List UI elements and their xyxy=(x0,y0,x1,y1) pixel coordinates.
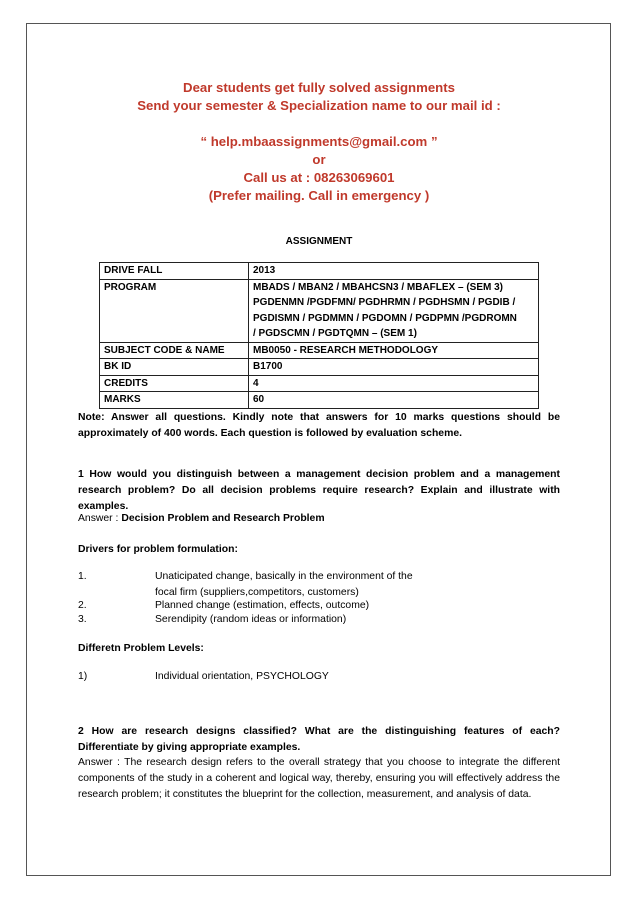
q2-answer: Answer : The research design refers to the overall strategy that you choose to integrate the different components of the study in a coherent and logical way, thereby, ensuring you will effectively address the research problem; it constitutes the blueprint for the collection, measurement, and analysis of data. xyxy=(78,757,560,800)
list-number: 3. xyxy=(78,614,87,625)
row-key: PROGRAM xyxy=(100,279,249,342)
q2-question: 2 How are research designs classified? What are the distinguishing features of each? Differentiate by giving appropriate examples. xyxy=(78,726,560,753)
row-value: B1700 xyxy=(249,359,539,376)
list-number: 2. xyxy=(78,600,87,611)
row-value: 2013 xyxy=(249,263,539,280)
q1-answer-title: Decision Problem and Research Problem xyxy=(121,513,325,524)
list-item: Serendipity (random ideas or information) xyxy=(155,614,347,625)
table-row xyxy=(100,342,539,359)
levels-heading: Differetn Problem Levels: xyxy=(78,643,204,654)
list-number: 1) xyxy=(78,671,88,682)
row-value xyxy=(249,279,539,342)
program-line: PGDENMN /PGDFMN/ PGDHRMN / PGDHSMN / PGDIB / xyxy=(253,297,516,308)
row-value: 4 xyxy=(249,375,539,392)
row-key: DRIVE FALL xyxy=(100,263,249,280)
header-or: or xyxy=(312,152,326,167)
assignment-title: ASSIGNMENT xyxy=(285,236,353,247)
row-key: CREDITS xyxy=(100,375,249,392)
list-number: 1. xyxy=(78,571,87,582)
list-item: Individual orientation, PSYCHOLOGY xyxy=(155,671,329,682)
table-row xyxy=(100,392,539,409)
program-line: MBADS / MBAN2 / MBAHCSN3 / MBAFLEX – (SEM 3) xyxy=(253,281,504,293)
list-item-line: focal firm (suppliers,competitors, customers) xyxy=(155,587,359,598)
list-item-line: Unaticipated change, basically in the environment of the xyxy=(155,571,413,582)
header-line-1: Dear students get fully solved assignments xyxy=(183,80,455,95)
header-email: “ help.mbaassignments@gmail.com ” xyxy=(200,134,438,149)
header-line-2: Send your semester & Specialization name to our mail id : xyxy=(137,98,501,113)
row-key: MARKS xyxy=(100,392,249,409)
list-item: Planned change (estimation, effects, outcome) xyxy=(155,600,370,611)
list-item xyxy=(155,569,485,601)
program-line: PGDISMN / PGDMMN / PGDOMN / PGDPMN /PGDROMN xyxy=(253,312,517,324)
program-line: / PGDSCMN / PGDTQMN – (SEM 1) xyxy=(253,328,417,339)
row-value: MB0050 - RESEARCH METHODOLOGY xyxy=(249,342,539,359)
row-key: SUBJECT CODE & NAME xyxy=(100,342,249,359)
note-paragraph: Note: Answer all questions. Kindly note that answers for 10 marks questions should be approximately of 400 words. Each question is followed by evaluation scheme. xyxy=(78,412,560,439)
table-row xyxy=(100,375,539,392)
q1-answer xyxy=(78,511,560,527)
table-row xyxy=(100,263,539,280)
q1-question: 1 How would you distinguish between a management decision problem and a management research problem? Do all decision problems require research? Explain and illustrate with examples. xyxy=(78,469,560,512)
header-call: Call us at : 08263069601 xyxy=(243,170,395,185)
row-key: BK ID xyxy=(100,359,249,376)
drivers-heading: Drivers for problem formulation: xyxy=(78,544,238,555)
table-row xyxy=(100,359,539,376)
header-prefer: (Prefer mailing. Call in emergency ) xyxy=(208,188,430,203)
answer-prefix: Answer : xyxy=(78,513,122,524)
table-row xyxy=(100,279,539,342)
info-table xyxy=(99,262,539,409)
row-value: 60 xyxy=(249,392,539,409)
